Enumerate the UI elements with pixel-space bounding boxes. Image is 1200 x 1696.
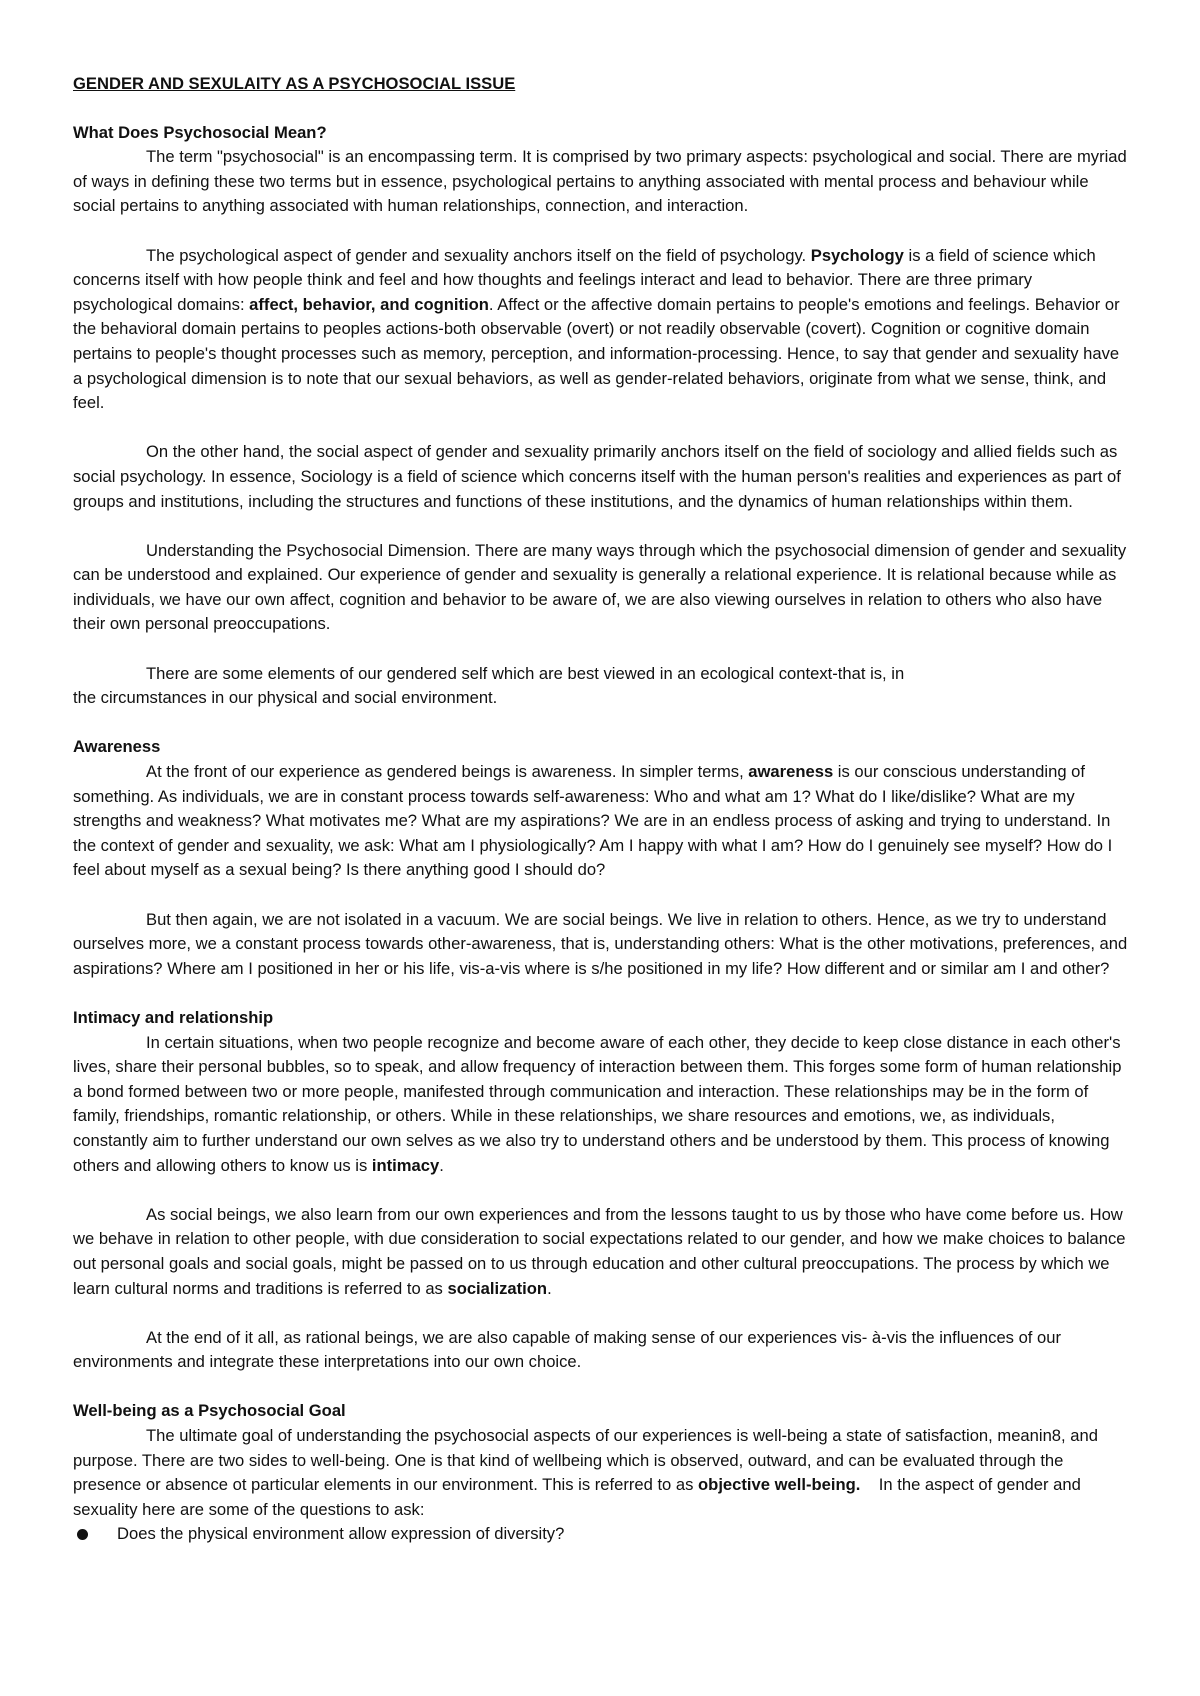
section-heading-psychosocial: What Does Psychosocial Mean? <box>73 122 327 142</box>
bold-term: objective well-being. <box>698 1475 861 1495</box>
paragraph: Understanding the Psychosocial Dimension. There are many ways through which the psychosocial dimension of gender and sexuality can be understood and explained. Our experience of gender and sexuality is generally a relational experience. It is relational because while as individuals, we have our own affect, cognition and behavior to be aware of, we are also viewing ourselves in relation to others who also have their own personal preoccupations. <box>73 540 1127 634</box>
paragraph: On the other hand, the social aspect of gender and sexuality primarily anchors itself on the field of sociology and allied fields such as social psychology. In essence, Sociology is a field of science which concerns itself with the human person's realities and experiences as part of groups and institutions, including the structures and functions of these institutions, and the dynamics of human relationships within them. <box>73 442 1121 511</box>
paragraph: The psychological aspect of gender and sexuality anchors itself on the field of psychology. Psychology is a field of science which concerns itself with how people think and feel and how thoughts and feelings interact and lead to behavior. There are three primary psychological domains: affect, behavior, and cognition. Affect or the affective domain pertains to people's emotions and feelings. Behavior or the behavioral domain pertains to peoples actions-both observable (overt) or not readily observable (covert). Cognition or cognitive domain pertains to people's thought processes such as memory, perception, and information-processing. Hence, to say that gender and sexuality have a psychological dimension is to note that our sexual behaviors, as well as gender-related behaviors, originate from what we sense, think, and feel. <box>73 245 1120 413</box>
paragraph: In certain situations, when two people recognize and become aware of each other, they decide to keep close distance in each other's lives, share their personal bubbles, so to speak, and allow frequency of interaction between them. This forges some form of human relationship a bond formed between two or more people, manifested through communication and interaction. These relationships may be in the form of family, friendships, romantic relationship, or others. While in these relationships, we share resources and emotions, we, as individuals, constantly aim to further understand our own selves as we also try to understand others and be understood by them. This process of knowing others and allowing others to know us is intimacy. <box>73 1032 1122 1175</box>
bold-term: Psychology <box>810 245 904 265</box>
section-heading-wellbeing: Well-being as a Psychosocial Goal <box>73 1401 346 1421</box>
section-heading-awareness: Awareness <box>73 737 161 757</box>
paragraph: The term "psychosocial" is an encompassing term. It is comprised by two primary aspects: psychological and social. There are myriad of ways in defining these two terms but in essence, psychological pertains to anything associated with mental process and behaviour while social pertains to anything associated with human relationships, connection, and interaction. <box>73 147 1127 216</box>
bold-term: intimacy <box>371 1155 440 1175</box>
paragraph: At the end of it all, as rational beings, we are also capable of making sense of our experiences vis- à-vis the influences of our environments and integrate these interpretations into our own choice. <box>73 1327 1062 1372</box>
paragraph: At the front of our experience as gendered beings is awareness. In simpler terms, awareness is our conscious understanding of something. As individuals, we are in constant process towards self-awareness: Who and what am 1? What do I like/dislike? What are my strengths and weakness? What motivates me? What are my aspirations? We are in an endless process of asking and trying to understand. In the context of gender and sexuality, we ask: What am I physiologically? Am I happy with what I am? How do I genuinely see myself? How do I feel about myself as a sexual being? Is there anything good I should do? <box>73 762 1113 880</box>
bold-term: socialization <box>447 1278 548 1298</box>
bold-term: awareness <box>748 762 834 782</box>
bold-term: affect, behavior, and cognition <box>249 294 489 314</box>
paragraph: The ultimate goal of understanding the psychosocial aspects of our experiences is well-being a state of satisfaction, meanin8, and purpose. There are two sides to well-being. One is that kind of wellbeing which is observed, outward, and can be evaluated through the presence or absence ot particular elements in our environment. This is referred to as objective well-being. In the aspect of gender and sexuality here are some of the questions to ask: <box>73 1426 1098 1519</box>
paragraph: There are some elements of our gendered self which are best viewed in an ecological context-that is, in the circumstances in our physical and social environment. <box>73 663 905 708</box>
paragraph: But then again, we are not isolated in a vacuum. We are social beings. We live in relation to others. Hence, as we try to understand ourselves more, we a constant process towards other-awareness, that is, understanding others: What is the other motivations, preferences, and aspirations? Where am I positioned in her or his life, vis-a-vis where is s/he positioned in my life? How different and or similar am I and other? <box>73 909 1128 978</box>
list-item-text: Does the physical environment allow expression of diversity? <box>117 1524 565 1544</box>
bullet-icon <box>77 1529 88 1540</box>
list-item <box>73 1522 1128 1547</box>
paragraph: As social beings, we also learn from our own experiences and from the lessons taught to us by those who have come before us. How we behave in relation to other people, with due consideration to social expectations related to our gender, and how we make choices to balance out personal goals and social goals, might be passed on to us through education and other cultural preoccupations. The process by which we learn cultural norms and traditions is referred to as socialization. <box>73 1204 1126 1298</box>
section-heading-intimacy: Intimacy and relationship <box>73 1007 274 1027</box>
document-title: GENDER AND SEXULAITY AS A PSYCHOSOCIAL ISSUE <box>73 74 516 93</box>
